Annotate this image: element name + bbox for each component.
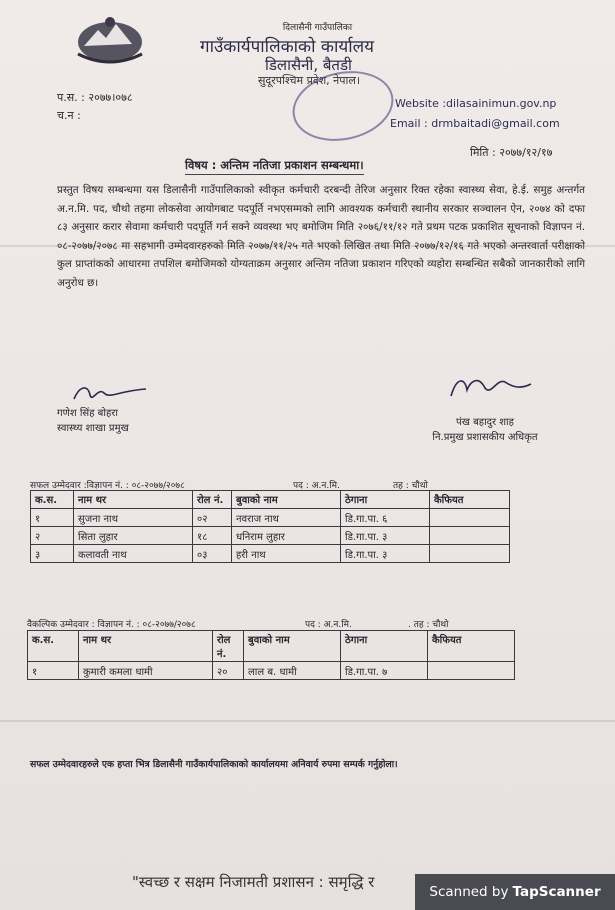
col-sn: क.स.	[31, 491, 74, 509]
scanner-watermark	[415, 874, 615, 910]
cell-sn: १	[28, 662, 79, 680]
right-signature	[445, 372, 535, 402]
alternate-post: पद : अ.न.मि.	[305, 620, 352, 630]
left-signatory	[57, 406, 129, 436]
province-line: सुदूरपश्चिम प्रदेश, नेपाल।	[258, 74, 361, 87]
col-remarks: कैफियत	[430, 491, 510, 509]
col-father: बुवाको नाम	[244, 631, 341, 662]
cell-address: डि.गा.पा. ६	[341, 509, 430, 527]
col-address: ठेगाना	[341, 631, 428, 662]
cell-name: सिता लुहार	[74, 527, 193, 545]
cell-name: सुजना नाथ	[74, 509, 193, 527]
table-header-row	[31, 491, 510, 509]
municipality-small-title: दिलासैनी गाउँपालिका	[282, 23, 353, 33]
cell-sn: २	[31, 527, 74, 545]
left-signature	[70, 383, 150, 405]
website-line: Website :dilasainimun.gov.np	[395, 97, 557, 110]
cell-roll: २०	[213, 662, 244, 680]
table-row	[31, 527, 510, 545]
slogan-line: "स्वच्छ र सक्षम निजामती प्रशासन : समृद्धि र	[132, 873, 375, 891]
email-line: Email : drmbaitadi@gmail.com	[390, 117, 560, 130]
right-signatory-title: नि.प्रमुख प्रशासकीय अधिकृत	[432, 432, 538, 443]
cell-father: लाल ब. धामी	[244, 662, 341, 680]
alternate-caption: वैकल्पिक उम्मेदवार : विज्ञापन नं. : ०८-२०७७/२०७८	[27, 620, 196, 630]
table-row	[31, 509, 510, 527]
cell-sn: १	[31, 509, 74, 527]
cell-roll: १८	[193, 527, 232, 545]
cell-address: डि.गा.पा. ३	[341, 527, 430, 545]
watermark-prefix: Scanned by	[429, 884, 509, 900]
table-row	[31, 545, 510, 563]
col-roll: रोल नं.	[213, 631, 244, 662]
contact-notice: सफल उम्मेदवारहरुले एक हप्ता भित्र डिलासैनी गाउँकार्यपालिकाको कार्यालयमा अनिवार्य रुपमा सम्पर्क गर्नुहोला।	[30, 759, 398, 770]
col-father: बुवाको नाम	[232, 491, 341, 509]
col-roll: रोल नं.	[193, 491, 232, 509]
successful-caption: सफल उम्मेदवार :विज्ञापन नं. : ०८-२०७७/२०७८	[30, 481, 185, 491]
col-name: नाम थर	[74, 491, 193, 509]
cell-remarks	[428, 662, 515, 680]
cell-address: डि.गा.पा. ३	[341, 545, 430, 563]
col-remarks: कैफियत	[428, 631, 515, 662]
cell-name: कलावती नाथ	[74, 545, 193, 563]
cell-sn: ३	[31, 545, 74, 563]
letter-body: प्रस्तुत विषय सम्बन्धमा यस डिलासैनी गाउँपालिकाको स्वीकृत कर्मचारी दरबन्दी तेरिज अनुसार रिक्त रहेका स्वास्थ्य सेवा, हे.ई. समुह अन्तर्गत अ.न.मि. पद, चौथो तहमा लोकसेवा आयोगबाट पदपूर्ति नभएसम्मको लागि आवश्यक कर्मचारी स्थानीय सरकार सञ्चालन ऐन, २०७४ को दफा ८३ अनुसार करार सेवामा कर्मचारी पदपूर्ति गर्न सक्ने व्यवस्था भए बमोजिम मिति २०७६/११/१२ गते प्रथम पटक प्रकाशित सूचनाको विज्ञापन नं. ०८-२०७७/२०७८ मा सहभागी उम्मेदवारहरुको मिति २०७७/११/२५ गते भएको लिखित तथा मिति २०७७/१२/१६ गते भएको अन्तरवार्ता परीक्षाको कुल प्राप्तांकको आधारमा तपशिल बमोजिमको योग्यताक्रम अनुसार अन्तिम नतिजा प्रकाशन गरिएको व्यहोरा सम्बन्धित सबैको जानकारीको लागि अनुरोध छ।	[57, 184, 585, 289]
right-signatory	[425, 415, 545, 445]
alternate-level: . तह : चौथो	[408, 620, 449, 630]
cell-remarks	[430, 509, 510, 527]
subject-line: विषय : अन्तिम नतिजा प्रकाशन सम्बन्धमा।	[185, 158, 364, 175]
cell-address: डि.गा.पा. ७	[341, 662, 428, 680]
letter-date: मिति : २०७७/१२/१७	[470, 146, 553, 159]
table-header-row	[28, 631, 515, 662]
watermark-brand: TapScanner	[512, 884, 601, 900]
office-location: डिलासैनी, बैतडी	[265, 56, 352, 74]
col-name: नाम थर	[79, 631, 213, 662]
office-title: गाउँकार्यपालिकाको कार्यालय	[200, 37, 375, 57]
cell-remarks	[430, 527, 510, 545]
successful-level: तह : चौथो	[393, 481, 428, 491]
col-sn: क.स.	[28, 631, 79, 662]
reference-number: प.स. : २०७७।०७८	[57, 91, 133, 104]
successful-post: पद : अ.न.मि.	[293, 481, 340, 491]
table-row	[28, 662, 515, 680]
right-signatory-name: पंख बहादुर शाह	[456, 417, 514, 428]
cell-father: नवराज नाथ	[232, 509, 341, 527]
successful-table	[30, 490, 510, 563]
cell-roll: ०३	[193, 545, 232, 563]
cell-roll: ०२	[193, 509, 232, 527]
cell-remarks	[430, 545, 510, 563]
left-signatory-title: स्वास्थ्य शाखा प्रमुख	[57, 423, 129, 434]
cell-name: कुमारी कमला धामी	[79, 662, 213, 680]
col-address: ठेगाना	[341, 491, 430, 509]
left-signatory-name: गणेश सिंह बोहरा	[57, 408, 118, 419]
cell-father: हरी नाथ	[232, 545, 341, 563]
paper-fold	[0, 720, 615, 722]
cell-father: धनिराम लुहार	[232, 527, 341, 545]
alternate-table	[27, 630, 515, 680]
chalani-number: च.न :	[57, 109, 81, 122]
